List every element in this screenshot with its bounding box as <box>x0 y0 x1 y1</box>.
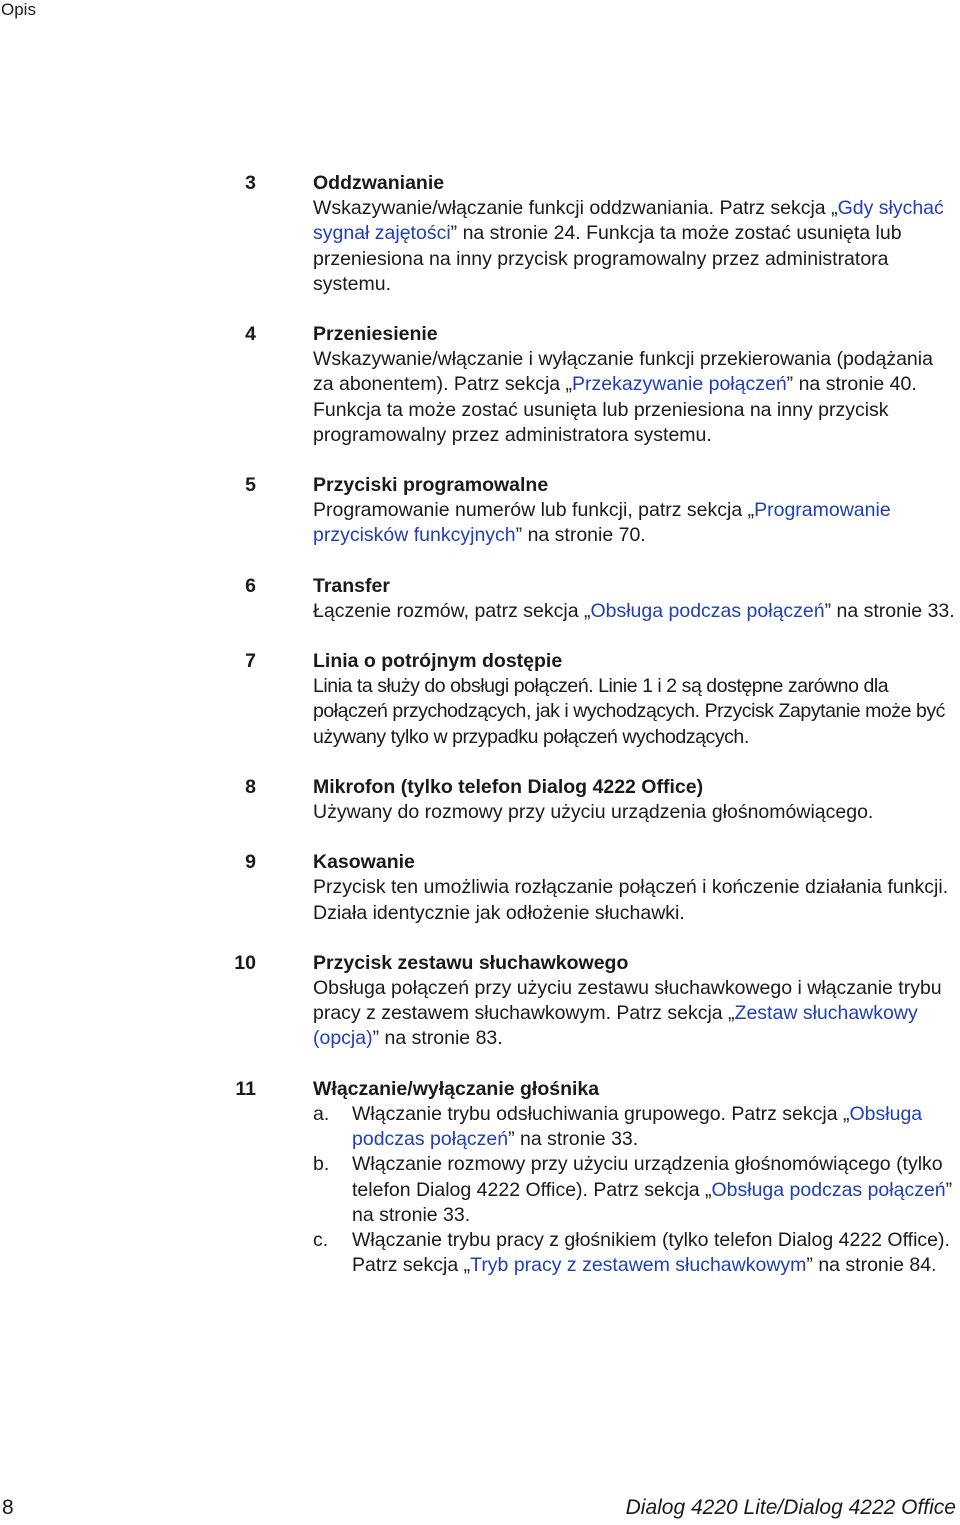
item-content <box>313 951 956 1052</box>
sub-item-letter: c. <box>313 1228 329 1251</box>
item-description <box>313 599 956 624</box>
section-link[interactable]: Gdy słychać sygnał zajętości <box>313 197 944 245</box>
item-title: Transfer <box>313 574 390 597</box>
list-item-6 <box>0 574 960 624</box>
item-description <box>313 347 956 448</box>
section-link[interactable]: Obsługa podczas połączeń <box>352 1102 923 1151</box>
item-title: Przycisk zestawu słuchawkowego <box>313 951 629 974</box>
item-description <box>313 196 956 297</box>
item-number: 11 <box>235 1077 256 1100</box>
list-item-5 <box>0 473 960 549</box>
item-number: 3 <box>245 172 256 194</box>
item-number: 8 <box>245 775 256 798</box>
document-title: Dialog 4220 Lite/Dialog 4222 Office <box>625 1496 956 1519</box>
item-number: 10 <box>234 951 256 974</box>
item-title: Włączanie/wyłączanie głośnika <box>313 1077 600 1100</box>
sub-item-letter: b. <box>313 1153 330 1176</box>
desc-text: ” na stronie 33. <box>508 1128 639 1151</box>
desc-text: ” na stronie 24. Funkcja ta może zostać usunięta lub przeniesiona na inny przycisk programowalny przez administratora systemu. <box>313 222 902 295</box>
item-content <box>313 649 956 750</box>
list-item-7 <box>0 649 960 750</box>
item-description <box>313 498 956 548</box>
list-item-4 <box>0 322 960 448</box>
item-description: Linia ta służy do obsługi połączeń. Linie 1 i 2 są dostępne zarówno dla połączeń przychodzących, jak i wychodzących. Przycisk Zapytanie może być używany tylko w przypadku połączeń wychodzących. <box>313 675 945 748</box>
item-content <box>313 775 956 825</box>
item-title: Mikrofon (tylko telefon Dialog 4222 Office) <box>313 775 704 798</box>
page-number: 8 <box>2 1496 14 1519</box>
desc-text: ” na stronie 70. <box>515 524 646 547</box>
desc-text: ” na stronie 33. <box>352 1178 953 1226</box>
list-item-11 <box>0 1077 960 1279</box>
item-content <box>313 850 956 926</box>
item-content <box>313 473 956 549</box>
section-link[interactable]: Programowanie przycisków funkcyjnych <box>313 499 891 547</box>
sub-item-text <box>352 1102 956 1152</box>
sub-item-text <box>352 1228 956 1278</box>
item-number: 7 <box>245 650 256 673</box>
item-content <box>313 322 956 448</box>
item-number: 4 <box>245 323 256 346</box>
item-number: 6 <box>245 574 256 597</box>
desc-text: ” na stronie 84. <box>806 1254 937 1277</box>
item-number: 5 <box>245 474 256 497</box>
sub-item-text <box>352 1152 956 1228</box>
section-link[interactable]: Obsługa podczas połączeń <box>711 1178 946 1201</box>
desc-text: Włączanie trybu odsłuchiwania grupowego. Patrz sekcja „ <box>352 1102 850 1125</box>
list-item-3 <box>0 171 960 297</box>
item-description: Używany do rozmowy przy użyciu urządzenia głośnomówiącego. <box>313 801 874 824</box>
item-content <box>313 1077 956 1279</box>
item-title: Oddzwanianie <box>313 172 445 194</box>
sub-item-letter: a. <box>313 1102 330 1125</box>
sub-item-c <box>313 1228 956 1278</box>
desc-text: Włączanie trybu pracy z głośnikiem (tylko telefon Dialog 4222 Office). Patrz sekcja „ <box>352 1228 950 1277</box>
item-title: Kasowanie <box>313 851 415 874</box>
sub-item-b <box>313 1152 956 1228</box>
desc-text: Wskazywanie/włączanie i wyłączanie funkcji przekierowania (podążania za abonentem). Patrz sekcja „ <box>313 348 933 396</box>
desc-text: Łączenie rozmów, patrz sekcja „ <box>313 599 591 622</box>
desc-text: ” na stronie 40. Funkcja ta może zostać usunięta lub przeniesiona na inny przycisk programowalny przez administratora systemu. <box>313 373 917 446</box>
item-description: Przycisk ten umożliwia rozłączanie połączeń i kończenie działania funkcji. Działa identycznie jak odłożenie słuchawki. <box>313 876 949 924</box>
desc-text: ” na stronie 83. <box>372 1027 503 1050</box>
sub-item-a <box>313 1102 956 1152</box>
key-description-list <box>0 171 960 1303</box>
section-header: Opis <box>1 0 36 19</box>
item-title: Przeniesienie <box>313 323 438 346</box>
desc-text: Programowanie numerów lub funkcji, patrz sekcja „ <box>313 499 755 522</box>
item-number: 9 <box>245 851 256 874</box>
list-item-9 <box>0 850 960 926</box>
section-link[interactable]: Tryb pracy z zestawem słuchawkowym <box>470 1254 807 1277</box>
item-title: Linia o potrójnym dostępie <box>313 650 563 673</box>
item-title: Przyciski programowalne <box>313 474 549 497</box>
section-link[interactable]: Przekazywanie połączeń <box>572 373 787 396</box>
list-item-10 <box>0 951 960 1052</box>
desc-text: ” na stronie 33. <box>824 599 955 622</box>
section-link[interactable]: Obsługa podczas połączeń <box>590 599 825 622</box>
desc-text: Wskazywanie/włączanie funkcji oddzwaniania. Patrz sekcja „ <box>313 197 838 220</box>
desc-text: Włączanie rozmowy przy użyciu urządzenia głośnomówiącego (tylko telefon Dialog 4222 Office). Patrz sekcja „ <box>352 1153 943 1201</box>
desc-text: Obsługa połączeń przy użyciu zestawu słuchawkowego i włączanie trybu pracy z zestawem słuchawkowym. Patrz sekcja „ <box>313 977 942 1025</box>
item-description <box>313 976 956 1052</box>
section-link[interactable]: Zestaw słuchawkowy (opcja) <box>313 1002 918 1050</box>
item-content <box>313 574 956 624</box>
list-item-8 <box>0 775 960 825</box>
item-content <box>313 171 956 297</box>
